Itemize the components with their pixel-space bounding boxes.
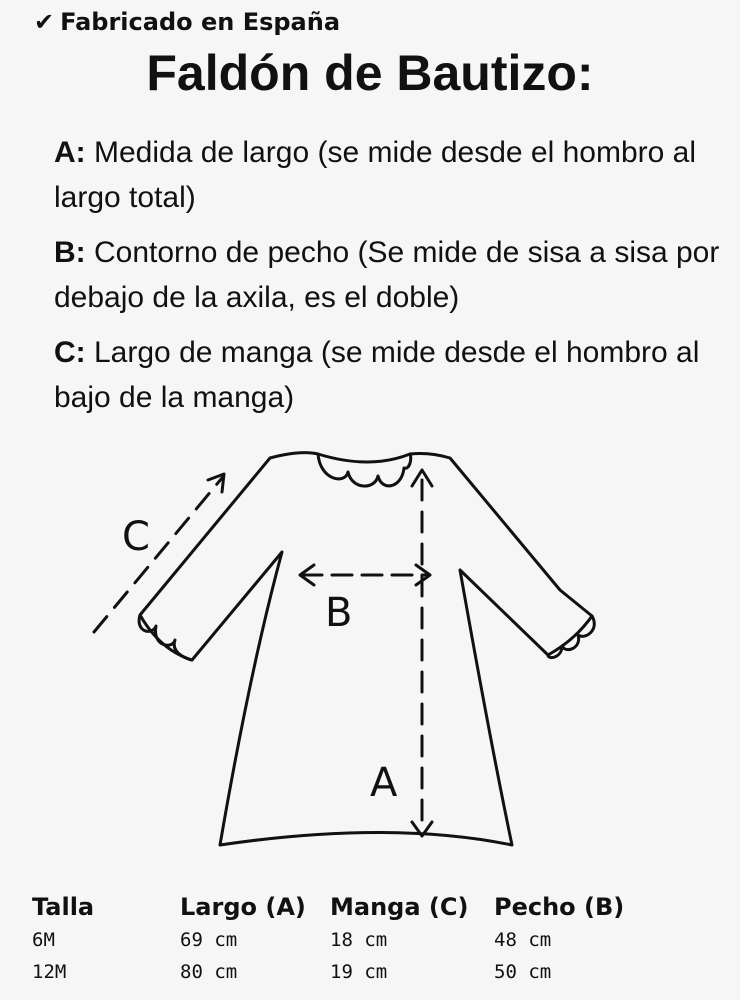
badge-text: Fabricado en España <box>60 8 341 36</box>
header-talla: Talla <box>32 893 95 921</box>
table-header-row <box>32 890 644 924</box>
page-title: Faldón de Bautizo: <box>146 45 594 101</box>
header-pecho: Pecho (B) <box>494 893 625 921</box>
definition-text: Largo de manga (se mide desde el hombro al bajo de la manga) <box>54 336 700 414</box>
cell-largo: 69 cm <box>180 929 238 951</box>
definition-text: Medida de largo (se mide desde el hombro al largo total) <box>54 136 697 214</box>
header-largo: Largo (A) <box>180 893 306 921</box>
measurement-definitions <box>54 130 724 430</box>
cell-manga: 18 cm <box>330 929 388 951</box>
cell-largo: 80 cm <box>180 961 238 983</box>
header-manga: Manga (C) <box>330 893 469 921</box>
definition-letter: B: <box>54 236 86 269</box>
cell-talla: 12M <box>32 961 67 983</box>
definition-b <box>54 230 724 320</box>
definition-letter: A: <box>54 136 86 169</box>
made-in-spain-badge <box>34 8 340 36</box>
table-row <box>32 924 644 956</box>
definition-text: Contorno de pecho (Se mide de sisa a sisa por debajo de la axila, es el doble) <box>54 236 720 314</box>
table-row <box>32 956 644 988</box>
gown-outline-icon <box>140 453 592 845</box>
cell-pecho: 50 cm <box>494 961 552 983</box>
definition-letter: C: <box>54 336 86 369</box>
label-a: A <box>370 760 398 806</box>
left-cuff-icon <box>139 615 192 660</box>
definition-a <box>54 130 724 220</box>
arrow-c-line-icon <box>94 478 222 632</box>
cell-pecho: 48 cm <box>494 929 552 951</box>
label-b: B <box>325 590 353 636</box>
size-table <box>32 890 644 988</box>
label-c: C <box>122 514 150 560</box>
gown-diagram <box>0 440 740 880</box>
checkmark-icon: ✔ <box>34 8 55 36</box>
definition-c <box>54 330 724 420</box>
cell-talla: 6M <box>32 929 55 951</box>
cell-manga: 19 cm <box>330 961 388 983</box>
